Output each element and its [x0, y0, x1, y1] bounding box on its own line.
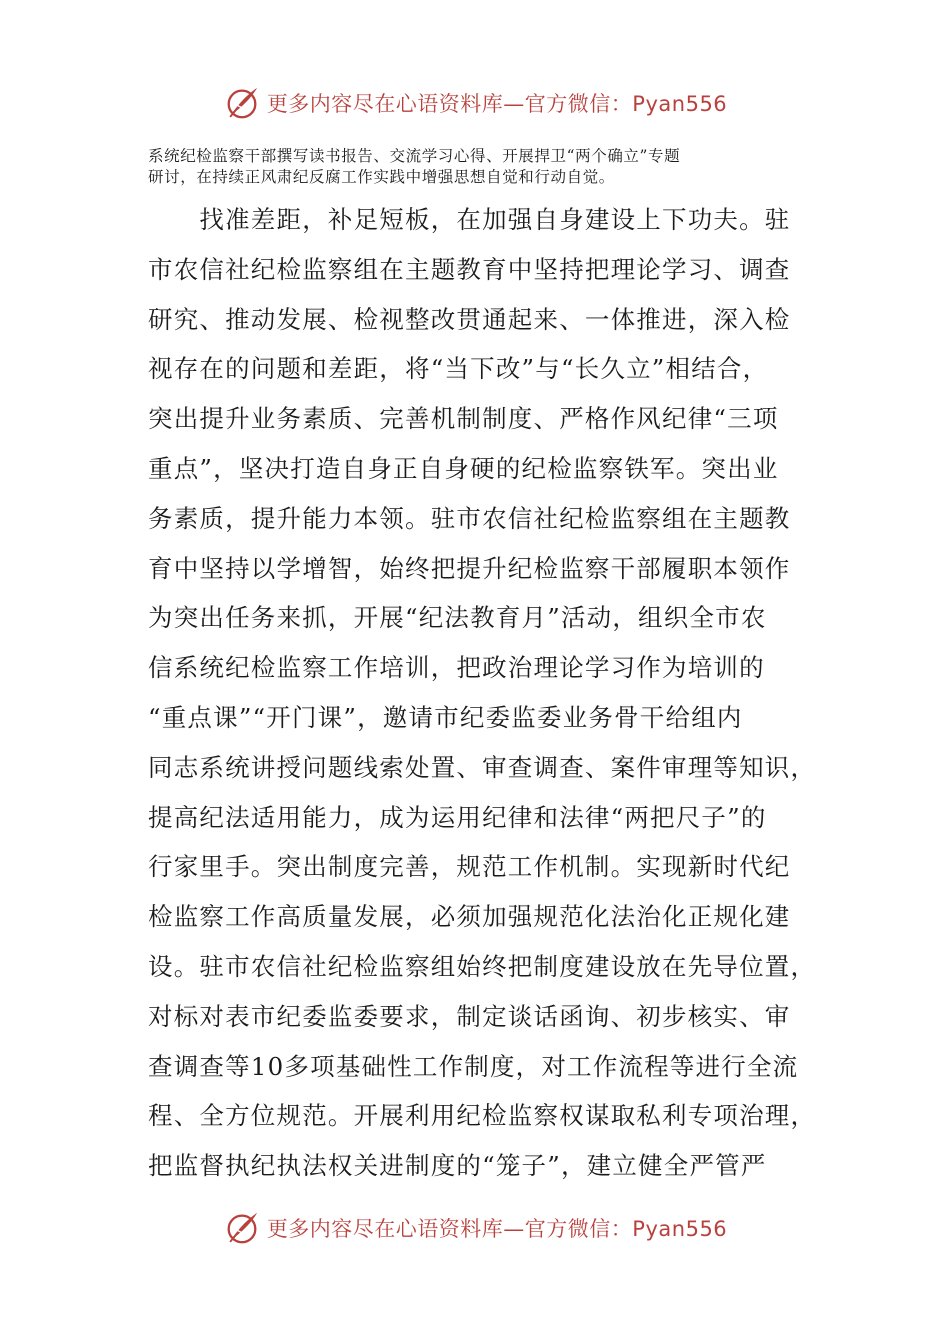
body-line: 务素质，提升能力本领。驻市农信社纪检监察组在主题教	[148, 503, 791, 533]
header-watermark	[0, 84, 950, 122]
intro-line: 系统纪检监察干部撰写读书报告、交流学习心得、开展捍卫“两个确立”专题	[148, 147, 681, 165]
body-line: 查调查等10多项基础性工作制度，对工作流程等进行全流	[148, 1051, 799, 1081]
footer-watermark	[0, 1209, 950, 1247]
body-line: 重点”，坚决打造自身正自身硬的纪检监察铁军。突出业	[148, 453, 779, 483]
body-line: 程、全方位规范。开展利用纪检监察权谋取私利专项治理，	[148, 1101, 817, 1131]
quill-pen-logo-icon	[223, 84, 261, 122]
body-line: 市农信社纪检监察组在主题教育中坚持把理论学习、调查	[148, 254, 791, 284]
intro-line: 研讨，在持续正风肃纪反腐工作实践中增强思想自觉和行动自觉。	[148, 168, 615, 186]
body-line: 研究、推动发展、检视整改贯通起来、一体推进，深入检	[148, 304, 791, 334]
body-line: 视存在的问题和差距，将“当下改”与“长久立”相结合，	[148, 354, 769, 384]
body-line: 信系统纪检监察工作培训，把政治理论学习作为培训的	[148, 653, 765, 683]
watermark-text: 更多内容尽在心语资料库—官方微信：Pyan556	[266, 1217, 728, 1241]
body-line: 设。驻市农信社纪检监察组始终把制度建设放在先导位置，	[148, 951, 817, 981]
body-paragraph	[148, 195, 817, 1191]
body-line: 把监督执纪执法权关进制度的“笼子”，建立健全严管严	[148, 1151, 767, 1181]
body-line: 为突出任务来抓，开展“纪法教育月”活动，组织全市农	[148, 603, 767, 633]
body-line: 育中坚持以学增智，始终把提升纪检监察干部履职本领作	[148, 553, 791, 583]
body-line: 找准差距，补足短板，在加强自身建设上下功夫。驻	[148, 205, 791, 234]
body-line: 检监察工作高质量发展，必须加强规范化法治化正规化建	[148, 902, 791, 932]
body-line: 行家里手。突出制度完善，规范工作机制。实现新时代纪	[148, 852, 791, 882]
quill-pen-logo-icon	[223, 1209, 261, 1247]
body-line: 提高纪法适用能力，成为运用纪律和法律“两把尺子”的	[148, 802, 767, 832]
body-line: 对标对表市纪委监委要求，制定谈话函询、初步核实、审	[148, 1001, 791, 1031]
watermark-text: 更多内容尽在心语资料库—官方微信：Pyan556	[266, 92, 728, 116]
body-line: 同志系统讲授问题线索处置、审查调查、案件审理等知识，	[148, 752, 817, 782]
body-line: 突出提升业务素质、完善机制制度、严格作风纪律“三项	[148, 404, 779, 434]
body-line: “重点课”“开门课”，邀请市纪委监委业务骨干给组内	[148, 702, 743, 732]
intro-paragraph	[148, 146, 798, 188]
